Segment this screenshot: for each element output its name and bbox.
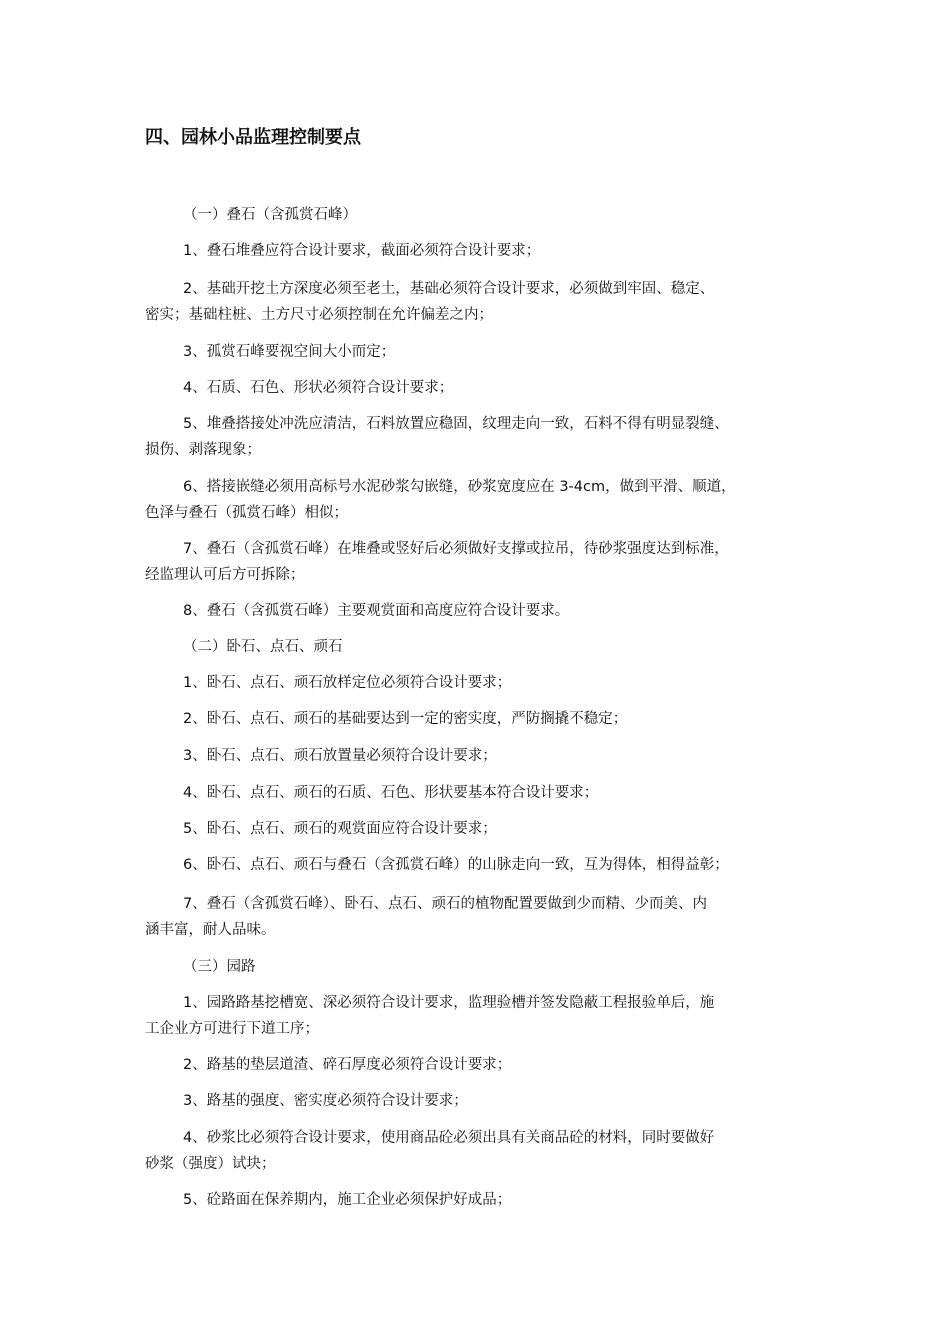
paragraph-line: 1、卧石、点石、顽石放样定位必须符合设计要求；	[183, 675, 512, 691]
paragraph-line: 1、园路路基挖槽宽、深必须符合设计要求，监理验槽并签发隐蔽工程报验单后，施	[183, 995, 715, 1011]
paragraph-line: 6、搭接嵌缝必须用高标号水泥砂浆勾嵌缝，砂浆宽度应在 3-4cm，做到平滑、顺道，	[183, 479, 736, 495]
paragraph-line: 2、基础开挖土方深度必须至老土，基础必须符合设计要求，必须做到牢固、稳定、	[183, 281, 715, 297]
paragraph-line: 3、路基的强度、密实度必须符合设计要求；	[183, 1093, 468, 1109]
paragraph-line: 密实；基础柱桩、土方尺寸必须控制在允许偏差之内；	[145, 307, 493, 323]
paragraph-line: 2、卧石、点石、顽石的基础要达到一定的密实度，严防搁撬不稳定；	[183, 711, 628, 727]
paragraph-line: 损伤、剥落现象；	[145, 442, 261, 458]
subsection-heading: （一）叠石（含孤赏石峰）	[183, 207, 357, 223]
paragraph-line: 经监理认可后方可拆除；	[145, 567, 305, 583]
paragraph-line: 4、石质、石色、形状必须符合设计要求；	[183, 380, 454, 396]
paragraph-line: 6、卧石、点石、顽石与叠石（含孤赏石峰）的山脉走向一致，互为得体，相得益彰；	[183, 857, 729, 873]
paragraph-line: 5、堆叠搭接处冲洗应清洁，石料放置应稳固，纹理走向一致，石料不得有明显裂缝、	[183, 416, 729, 432]
paragraph-line: 7、叠石（含孤赏石峰）、卧石、点石、顽石的植物配置要做到少而精、少而美、内	[183, 896, 707, 912]
paragraph-line: 3、卧石、点石、顽石放置量必须符合设计要求；	[183, 748, 497, 764]
paragraph-line: 1、叠石堆叠应符合设计要求，截面必须符合设计要求；	[183, 243, 541, 259]
paragraph-line: 8、叠石（含孤赏石峰）主要观赏面和高度应符合设计要求。	[183, 603, 570, 619]
paragraph-line: 5、卧石、点石、顽石的观赏面应符合设计要求；	[183, 821, 497, 837]
paragraph-line: 4、卧石、点石、顽石的石质、石色、形状要基本符合设计要求；	[183, 785, 599, 801]
paragraph-line: 工企业方可进行下道工序；	[145, 1021, 319, 1037]
paragraph-line: 7、叠石（含孤赏石峰）在堆叠或竖好后必须做好支撑或拉吊，待砂浆强度达到标准，	[183, 541, 729, 557]
section-title: 四、园林小品监理控制要点	[145, 127, 361, 148]
subsection-heading: （二）卧石、点石、顽石	[183, 639, 343, 655]
paragraph-line: 3、孤赏石峰要视空间大小而定；	[183, 344, 396, 360]
paragraph-line: 砂浆（强度）试块；	[145, 1156, 276, 1172]
paragraph-line: 5、砼路面在保养期内，施工企业必须保护好成品；	[183, 1192, 512, 1208]
subsection-heading: （三）园路	[183, 959, 256, 975]
paragraph-line: 2、路基的垫层道渣、碎石厚度必须符合设计要求；	[183, 1057, 512, 1073]
paragraph-line: 涵丰富，耐人品味。	[145, 922, 276, 938]
paragraph-line: 4、砂浆比必须符合设计要求，使用商品砼必须出具有关商品砼的材料，同时要做好	[183, 1130, 715, 1146]
paragraph-line: 色泽与叠石（孤赏石峰）相似；	[145, 505, 348, 521]
